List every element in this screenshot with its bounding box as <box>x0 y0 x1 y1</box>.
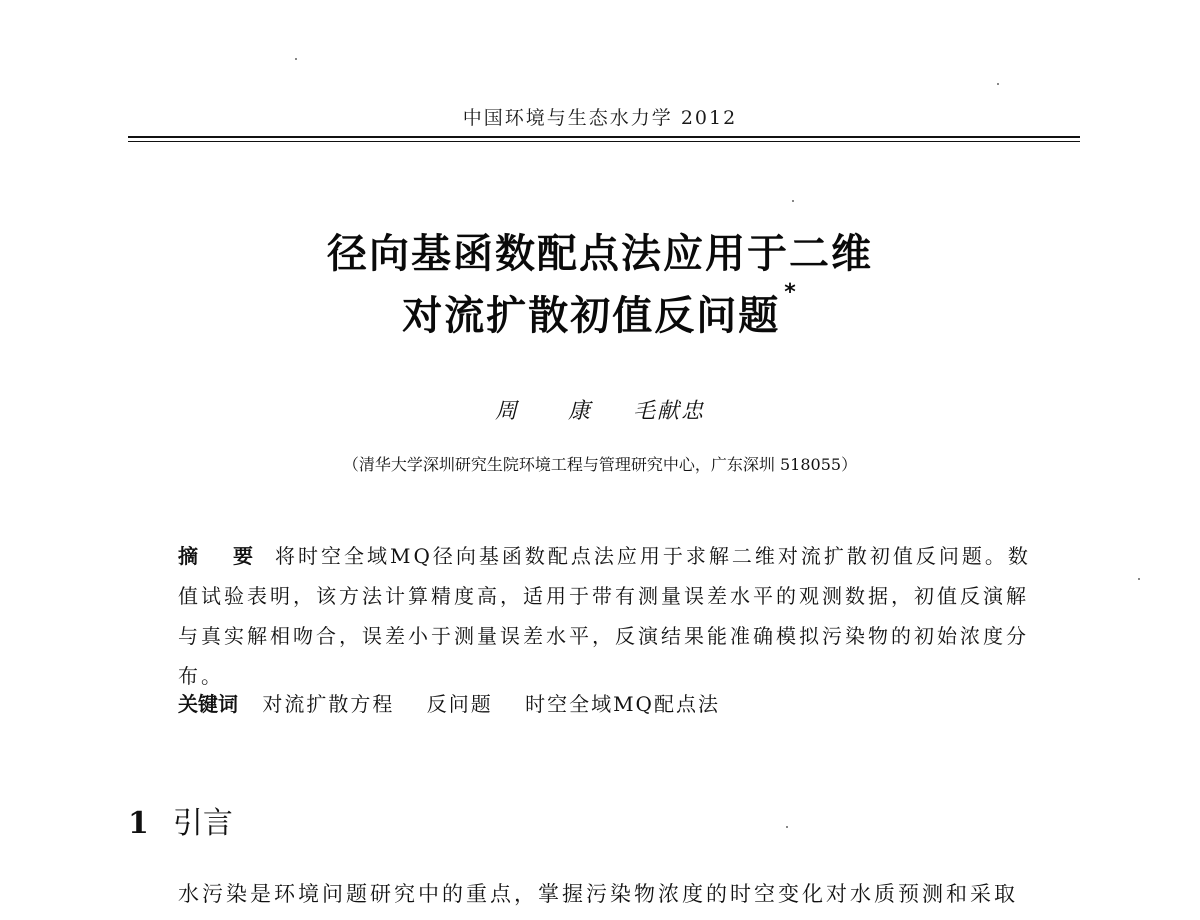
abstract-text: 将时空全域MQ径向基函数配点法应用于求解二维对流扩散初值反问题。数值试验表明，该方法计算精度高，适用于带有测量误差水平的观测数据，初值反演解与真实解相吻合，误差小于测量误差水平，反演结果能准确模拟污染物的初始浓度分布。 <box>178 544 1031 688</box>
section-title: 引言 <box>172 806 233 841</box>
affiliation: （清华大学深圳研究生院环境工程与管理研究中心，广东深圳 518055） <box>342 455 858 474</box>
keyword-item: 对流扩散方程 <box>262 692 395 716</box>
author-2: 毛献忠 <box>632 399 705 424</box>
section-number: 1 <box>128 806 149 841</box>
section-heading <box>128 798 233 842</box>
paper-title-line-2 <box>0 280 1200 341</box>
title-line-2-text: 对流扩散初值反问题 <box>402 293 781 339</box>
scan-speck <box>792 200 794 202</box>
header-rule-thin <box>128 141 1080 142</box>
scan-speck <box>295 58 297 60</box>
body-paragraph: 水污染是环境问题研究中的重点，掌握污染物浓度的时空变化对水质预测和采取 <box>178 882 1018 906</box>
keyword-item: 时空全域MQ配点法 <box>525 692 720 716</box>
abstract-label: 摘 要 <box>178 544 267 568</box>
paper-title-line-1 <box>0 222 1200 279</box>
keywords-label: 关键词 <box>178 692 238 716</box>
abstract <box>178 536 1038 696</box>
authors <box>0 394 1200 425</box>
author-1: 周 康 <box>494 399 612 424</box>
scan-speck <box>786 826 788 828</box>
header-rule-thick <box>128 136 1080 138</box>
title-line-1-text: 径向基函数配点法应用于二维 <box>327 231 873 277</box>
keywords <box>178 684 1038 724</box>
keyword-item: 反问题 <box>426 692 493 716</box>
scan-speck <box>997 83 999 85</box>
title-footnote-mark: * <box>784 280 798 305</box>
scan-speck <box>1138 578 1140 580</box>
running-header: 中国环境与生态水力学 2012 <box>462 107 738 129</box>
